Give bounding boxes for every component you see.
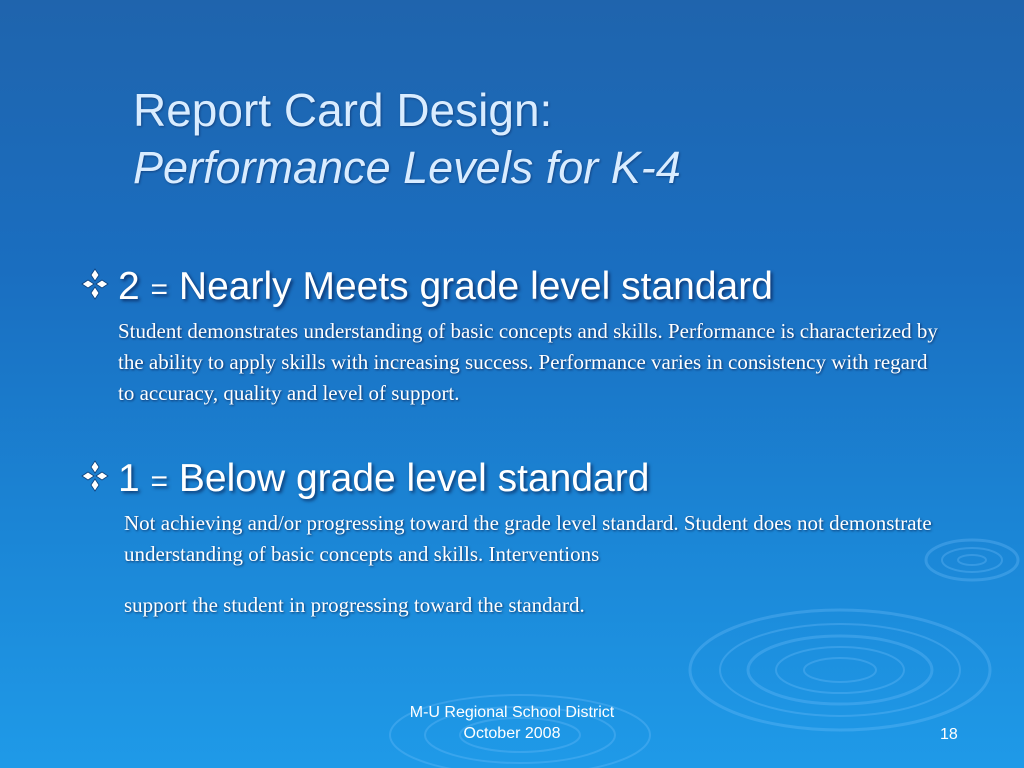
- footer-date: October 2008: [463, 725, 561, 742]
- bullet-heading-text: Below grade level standard: [178, 457, 650, 500]
- footer-organization: M-U Regional School District: [409, 704, 615, 721]
- equals-sign: =: [150, 273, 169, 306]
- diamond-bullet-icon: [78, 459, 118, 503]
- title-line-2: Performance Levels for K-4: [133, 142, 681, 193]
- bullet-description-part-1: Not achieving and/or progressing toward the grade level standard. Student does not demonstrate understanding of basic concepts and skills. Interventions: [124, 511, 932, 566]
- bullet-description: Student demonstrates understanding of basic concepts and skills. Performance is characterized by the ability to apply skills with increasing success. Performance varies in consistency with regard to accuracy, quality and level of support.: [118, 319, 938, 405]
- bullet-level-1: [78, 457, 958, 621]
- title-line-1: Report Card Design:: [133, 84, 553, 136]
- page-number: 18: [940, 726, 958, 743]
- bullet-description-part-2: support the student in progressing toward the standard.: [124, 593, 585, 617]
- equals-sign: =: [150, 465, 169, 498]
- bullet-heading-text: Nearly Meets grade level standard: [178, 265, 773, 308]
- diamond-bullet-icon: [78, 267, 118, 311]
- bullet-number: 1: [118, 457, 140, 500]
- slide-title: [133, 84, 993, 194]
- slide-footer: [312, 702, 712, 744]
- bullet-heading: [78, 457, 958, 504]
- bullet-level-2: [78, 265, 958, 409]
- bullet-description: [124, 508, 944, 621]
- bullet-heading: [78, 265, 958, 312]
- bullet-number: 2: [118, 265, 140, 308]
